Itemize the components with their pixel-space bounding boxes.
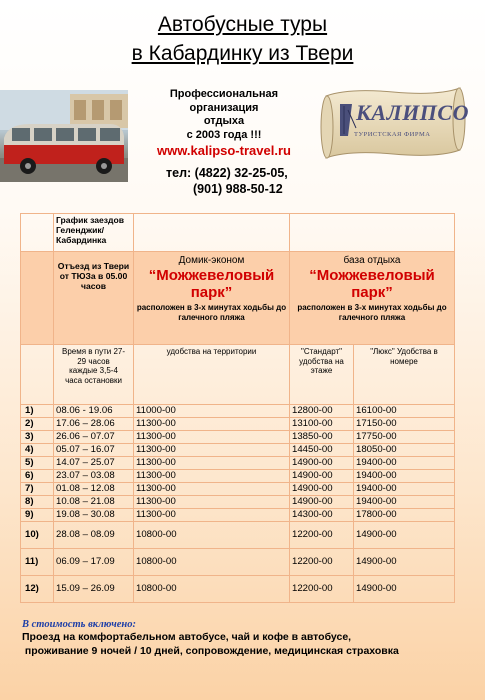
economy-price: 10800-00	[134, 522, 290, 549]
row-dates: 23.07 – 03.08	[54, 470, 134, 483]
base-location: расположен в 3-х минутах ходьбы до галечного пляжа	[297, 303, 447, 322]
row-number: 12)	[21, 576, 54, 603]
row-number: 6)	[21, 470, 54, 483]
table-row	[21, 444, 455, 457]
lux-price: 17800-00	[354, 509, 455, 522]
row-number: 9)	[21, 509, 54, 522]
economy-price: 11300-00	[134, 457, 290, 470]
standard-price: 14900-00	[290, 470, 354, 483]
company-info-line: Профессиональная	[169, 88, 279, 100]
schedule-rows	[21, 405, 455, 603]
row-dates: 06.09 – 17.09	[54, 549, 134, 576]
table-row	[21, 418, 455, 431]
company-info	[138, 88, 310, 159]
row-dates: 10.08 – 21.08	[54, 496, 134, 509]
row-dates: 14.07 – 25.07	[54, 457, 134, 470]
row-dates: 05.07 – 16.07	[54, 444, 134, 457]
economy-price: 11300-00	[134, 418, 290, 431]
standard-price: 12200-00	[290, 549, 354, 576]
row-dates: 15.09 – 26.09	[54, 576, 134, 603]
logo-text: КАЛИПСО	[356, 100, 469, 125]
lux-price: 14900-00	[354, 549, 455, 576]
standard-price: 14900-00	[290, 483, 354, 496]
economy-price: 10800-00	[134, 549, 290, 576]
economy-price: 10800-00	[134, 576, 290, 603]
economy-price: 11300-00	[134, 483, 290, 496]
lux-price: 14900-00	[354, 522, 455, 549]
lux-price: 19400-00	[354, 483, 455, 496]
economy-price: 11300-00	[134, 496, 290, 509]
standard-price: 14900-00	[290, 496, 354, 509]
lux-price: 19400-00	[354, 457, 455, 470]
standard-price: 12200-00	[290, 576, 354, 603]
row-dates: 17.06 – 28.06	[54, 418, 134, 431]
base-header	[290, 252, 455, 345]
economy-location: расположен в 3-х минутах ходьбы до галечного пляжа	[136, 303, 287, 322]
table-row	[21, 457, 455, 470]
bus-photo	[0, 90, 128, 182]
table-row	[21, 509, 455, 522]
row-dates: 01.08 – 12.08	[54, 483, 134, 496]
lux-price: 17150-00	[354, 418, 455, 431]
economy-price: 11000-00	[134, 405, 290, 418]
table-row	[21, 576, 455, 603]
lux-price: 14900-00	[354, 576, 455, 603]
page-title-line-1: Автобусные туры	[157, 13, 328, 36]
phone-number-1: тел: (4822) 32-25-05,	[166, 166, 288, 180]
phone-number-2: (901) 988-50-12	[193, 182, 283, 196]
lux-room-label: "Люкс" Удобства в номере	[354, 345, 455, 405]
row-number: 11)	[21, 549, 54, 576]
company-info-line: с 2003 года !!!	[186, 128, 262, 141]
row-number: 2)	[21, 418, 54, 431]
included-line: проживание 9 ночей / 10 дней, сопровождение, медицинская страховка	[22, 644, 399, 657]
table-row	[21, 431, 455, 444]
standard-price: 14900-00	[290, 457, 354, 470]
included-line: Проезд на комфортабельном автобусе, чай и кофе в автобусе,	[22, 631, 352, 643]
standard-price: 13850-00	[290, 431, 354, 444]
standard-price: 14450-00	[290, 444, 354, 457]
base-camp-name: “Можжевеловый парк”	[309, 267, 435, 301]
lux-price: 19400-00	[354, 496, 455, 509]
standard-price: 13100-00	[290, 418, 354, 431]
table-row	[21, 549, 455, 576]
row-number: 1)	[21, 405, 54, 418]
lux-price: 16100-00	[354, 405, 455, 418]
row-dates: 28.08 – 08.09	[54, 522, 134, 549]
table-row	[21, 496, 455, 509]
lux-price: 19400-00	[354, 470, 455, 483]
website-link[interactable]: www.kalipso-travel.ru	[157, 143, 291, 158]
row-dates: 26.06 – 07.07	[54, 431, 134, 444]
lux-price: 18050-00	[354, 444, 455, 457]
departure-label: Отъезд из Твери от ТЮЗа в 05.00 часов	[54, 252, 134, 345]
table-row	[21, 522, 455, 549]
standard-price: 14300-00	[290, 509, 354, 522]
travel-time-label: Время в пути 27-29 часов каждые 3,5-4 часа остановки	[54, 345, 134, 405]
lux-price: 17750-00	[354, 431, 455, 444]
economy-camp-name: “Можжевеловый парк”	[148, 267, 275, 301]
table-row	[21, 470, 455, 483]
row-dates: 08.06 - 19.06	[54, 405, 134, 418]
row-number: 7)	[21, 483, 54, 496]
company-info-line: организация	[189, 101, 259, 114]
standard-room-label: "Стандарт" удобства на этаже	[290, 345, 354, 405]
economy-header	[134, 252, 290, 345]
row-number: 3)	[21, 431, 54, 444]
table-row	[21, 405, 455, 418]
page-title-line-2: в Кабардинку из Твери	[131, 42, 354, 65]
economy-type: Домик-эконом	[178, 255, 245, 266]
schedule-label: График заездов Геленджик/ Кабардинка	[54, 214, 134, 252]
logo-subtitle: ТУРИСТСКАЯ ФИРМА	[354, 131, 431, 138]
row-number: 5)	[21, 457, 54, 470]
base-type: база отдыха	[343, 255, 401, 266]
row-number: 4)	[21, 444, 54, 457]
economy-price: 11300-00	[134, 509, 290, 522]
included-title: В стоимость включено:	[22, 619, 136, 630]
economy-price: 11300-00	[134, 431, 290, 444]
economy-amenities: удобства на территории	[134, 345, 290, 405]
included-body	[22, 631, 399, 658]
standard-price: 12800-00	[290, 405, 354, 418]
table-row	[21, 483, 455, 496]
row-number: 8)	[21, 496, 54, 509]
company-info-line: отдыха	[203, 115, 245, 127]
row-number: 10)	[21, 522, 54, 549]
row-dates: 19.08 – 30.08	[54, 509, 134, 522]
standard-price: 12200-00	[290, 522, 354, 549]
tour-schedule-table	[20, 213, 455, 603]
economy-price: 11300-00	[134, 470, 290, 483]
economy-price: 11300-00	[134, 444, 290, 457]
